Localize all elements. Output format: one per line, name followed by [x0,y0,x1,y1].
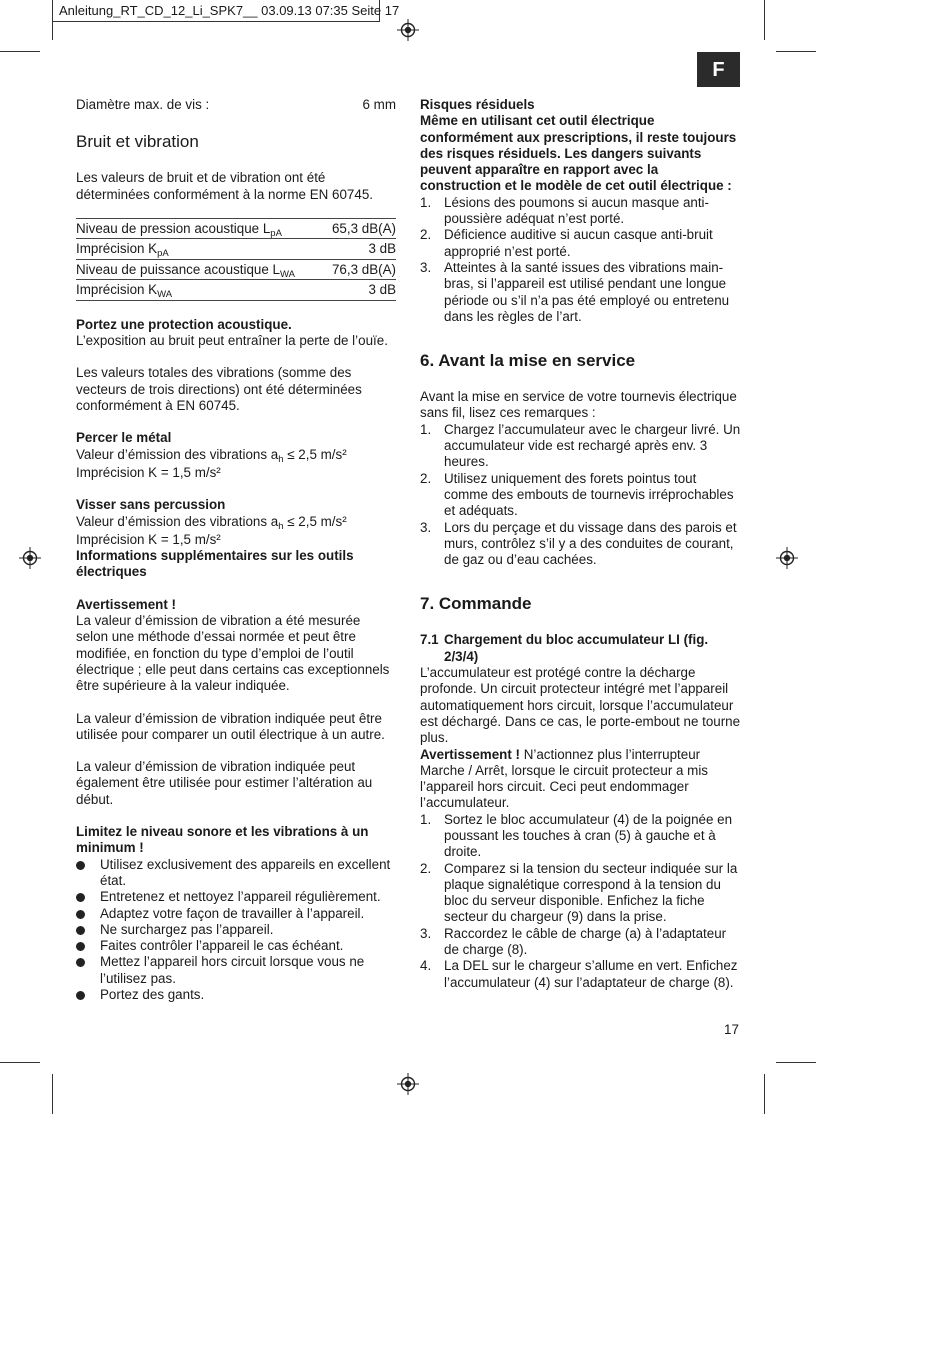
list-item [76,857,396,890]
list-item-text: Mettez l’appareil hors circuit lorsque vous ne l’utilisez pas. [100,954,365,986]
screw-emission-value: ≤ 2,5 m/s² [283,513,347,529]
list-item-text: Sortez le bloc accumulateur (4) de la poignée en poussant les touches à cran (5) à gauche et à droite. [444,811,733,860]
crop-mark [0,51,40,52]
metal-emission-sub: h [278,453,284,465]
list-item-text: Portez des gants. [100,986,205,1002]
table-row [76,239,396,260]
list-number: 2. [420,860,432,876]
protect-heading: Portez une protection acoustique. [76,316,292,332]
row-label: Imprécision K [76,241,158,257]
bullet-icon [76,893,85,902]
row-label-sub: pA [157,248,169,260]
bullet-icon [76,861,85,870]
risk-intro: Même en utilisant cet outil électrique conformément aux prescriptions, il reste toujours des risques résiduels. Les dangers suivants peuvent apparaître en rapport avec la construction et le modèle de cet outil électrique : [420,113,737,194]
bullet-icon [76,942,85,951]
row-label: Niveau de pression acoustique L [76,220,271,236]
screw-heading: Visser sans percussion [76,497,226,513]
list-number: 1. [420,194,432,210]
section-7-heading: 7. Commande [420,594,532,614]
bullet-icon [76,926,85,935]
screw-diameter-row [76,97,396,113]
crop-mark [764,0,765,40]
metal-uncertainty: Imprécision K = 1,5 m/s² [76,464,221,480]
list-item [76,906,396,922]
row-value: 3 dB [368,241,396,257]
vibration-total-text: Les valeurs totales des vibrations (somme des vecteurs de trois directions) ont été déterminées conformément à EN 60745. [76,365,362,414]
section-6-intro: Avant la mise en service de votre tournevis électrique sans fil, lisez ces remarques : [420,389,737,421]
limit-heading: Limitez le niveau sonore et les vibrations à un minimum ! [76,824,369,856]
warning-text: La valeur d’émission de vibration a été mesurée selon une méthode d’essai normée et peut être modifiée, en fonction du type d’emploi de l’outil électrique ; elle peut dans certains cas exceptionnels être supérieure à la valeur indiquée. [76,613,390,694]
bullet-icon [76,910,85,919]
page-number: 17 [724,1022,739,1037]
section-7-1-list [420,812,742,991]
risk-heading: Risques résiduels [420,97,535,112]
noise-intro: Les valeurs de bruit et de vibration ont été déterminées conformément à la norme EN 60745. [76,170,373,202]
screw-emission-sub: h [278,520,284,532]
compare-text: La valeur d’émission de vibration indiquée peut être utilisée pour comparer un outil électrique à un autre. [76,710,385,742]
metal-emission-label: Valeur d’émission des vibrations a [76,446,279,462]
screw-emission [76,514,396,530]
list-item [76,889,396,905]
row-label-sub: WA [157,289,173,301]
section-7-1-text: L’accumulateur est protégé contre la décharge profonde. Un circuit protecteur intégré met l’appareil automatiquement hors circuit, lorsque l’accumulateur est déchargé. Dans ce cas, le porte-embout ne tourne plus. [420,665,741,746]
list-item [76,954,396,987]
slug-text: Anleitung_RT_CD_12_Li_SPK7__ 03.09.13 07:35 Seite 17 [59,3,400,18]
warning-heading: Avertissement ! [76,596,176,612]
bullet-icon [76,958,85,967]
section-7-1-title: Chargement du bloc accumulateur LI (fig. 2/3/4) [444,632,709,664]
section-7-1-number: 7.1 [420,632,439,648]
table-row [76,219,396,240]
list-number: 2. [420,227,432,243]
right-column [420,97,742,991]
list-item-text: Utilisez uniquement des forets pointus tout comme des embouts de tournevis irréprochables et adéquats. [444,470,734,519]
print-slug [52,0,400,22]
row-label-sub: pA [270,227,282,239]
list-number: 1. [420,811,432,827]
registration-mark-icon [19,547,41,569]
list-item [420,195,742,228]
metal-emission-value: ≤ 2,5 m/s² [283,446,347,462]
info-heading: Informations supplémentaires sur les outils électriques [76,548,354,580]
crop-mark [776,51,816,52]
estimate-text: La valeur d’émission de vibration indiquée peut également être utilisée pour estimer l’altération au début. [76,759,373,807]
section-6-list [420,422,742,569]
list-number: 2. [420,470,432,486]
row-label: Imprécision K [76,282,158,298]
list-item-text: Ne surchargez pas l’appareil. [100,921,274,937]
row-label-sub: WA [279,268,295,280]
noise-heading: Bruit et vibration [76,132,199,152]
list-item-text: Adaptez votre façon de travailler à l’appareil. [100,905,365,921]
list-number: 3. [420,925,432,941]
limit-bullet-list [76,857,396,1004]
registration-mark-icon [397,1073,419,1095]
section-7-1-heading [420,632,742,665]
registration-mark-icon [776,547,798,569]
list-item [420,520,742,569]
list-item [420,422,742,471]
list-item [76,938,396,954]
screw-diameter-label: Diamètre max. de vis : [76,97,210,112]
left-column [76,97,396,1003]
noise-table [76,218,396,301]
list-item [420,227,742,260]
list-number: 3. [420,519,432,535]
table-row [76,260,396,281]
crop-mark [0,1062,40,1063]
list-item [76,922,396,938]
screw-uncertainty: Imprécision K = 1,5 m/s² [76,531,221,547]
language-badge: F [697,52,740,87]
warning-body: N’actionnez plus l’interrupteur Marche / Arrêt, lorsque le circuit protecteur a mis l’appareil hors circuit. Ceci peut endommager l’accumulateur. [420,746,709,811]
crop-mark [776,1062,816,1063]
list-item-text: La DEL sur le chargeur s’allume en vert. Enfichez l’accumulateur (4) sur l’adaptateur de charge (8). [444,958,738,990]
screw-diameter-value: 6 mm [362,97,396,112]
screw-emission-label: Valeur d’émission des vibrations a [76,513,279,529]
list-number: 1. [420,421,432,437]
list-item-text: Déficience auditive si aucun casque anti-bruit approprié n’est porté. [444,227,713,259]
list-item [420,861,742,926]
list-item-text: Utilisez exclusivement des appareils en excellent état. [100,856,391,888]
list-number: 4. [420,958,432,974]
row-value: 76,3 dB(A) [331,261,396,277]
list-item-text: Comparez si la tension du secteur indiquée sur la plaque signalétique correspond à la tension du bloc du serveur disponible. Enfichez la fiche secteur du chargeur (9) dans la prise. [444,860,738,925]
list-item-text: Chargez l’accumulateur avec le chargeur livré. Un accumulateur vide est rechargé après env. 3 heures. [444,421,741,470]
warning-label: Avertissement ! [420,746,520,762]
list-item [420,958,742,991]
list-item-text: Lésions des poumons si aucun masque anti-poussière adéquat n’est porté. [444,194,709,227]
table-row [76,280,396,301]
list-item [76,987,396,1003]
list-item-text: Entretenez et nettoyez l’appareil régulièrement. [100,889,381,905]
bullet-icon [76,991,85,1000]
list-number: 3. [420,259,432,275]
section-7-1-warning [420,747,742,812]
crop-mark [52,1074,53,1114]
list-item-text: Atteintes à la santé issues des vibrations main-bras, si l’appareil est utilisé pendant une longue période ou s’il n’a pas été employé ou entretenu dans les règles de l’art. [444,259,730,324]
row-label: Niveau de puissance acoustique L [76,261,280,277]
list-item-text: Lors du perçage et du vissage dans des parois et murs, contrôlez s’il y a des conduites de courant, de gaz ou d’eau cachées. [444,519,737,568]
metal-emission [76,447,396,463]
section-6-heading: 6. Avant la mise en service [420,351,636,371]
list-item [420,812,742,861]
list-item [420,926,742,959]
row-value: 65,3 dB(A) [331,220,396,236]
protect-text: L’exposition au bruit peut entraîner la perte de l’ouïe. [76,333,388,349]
risk-list [420,195,742,325]
list-item [420,260,742,325]
registration-mark-icon [397,19,419,41]
crop-mark [764,1074,765,1114]
list-item-text: Raccordez le câble de charge (a) à l’adaptateur de charge (8). [444,925,727,958]
metal-heading: Percer le métal [76,430,172,446]
list-item [420,471,742,520]
crop-mark [52,0,53,40]
list-item-text: Faites contrôler l’appareil le cas échéant. [100,938,344,954]
row-value: 3 dB [368,282,396,298]
